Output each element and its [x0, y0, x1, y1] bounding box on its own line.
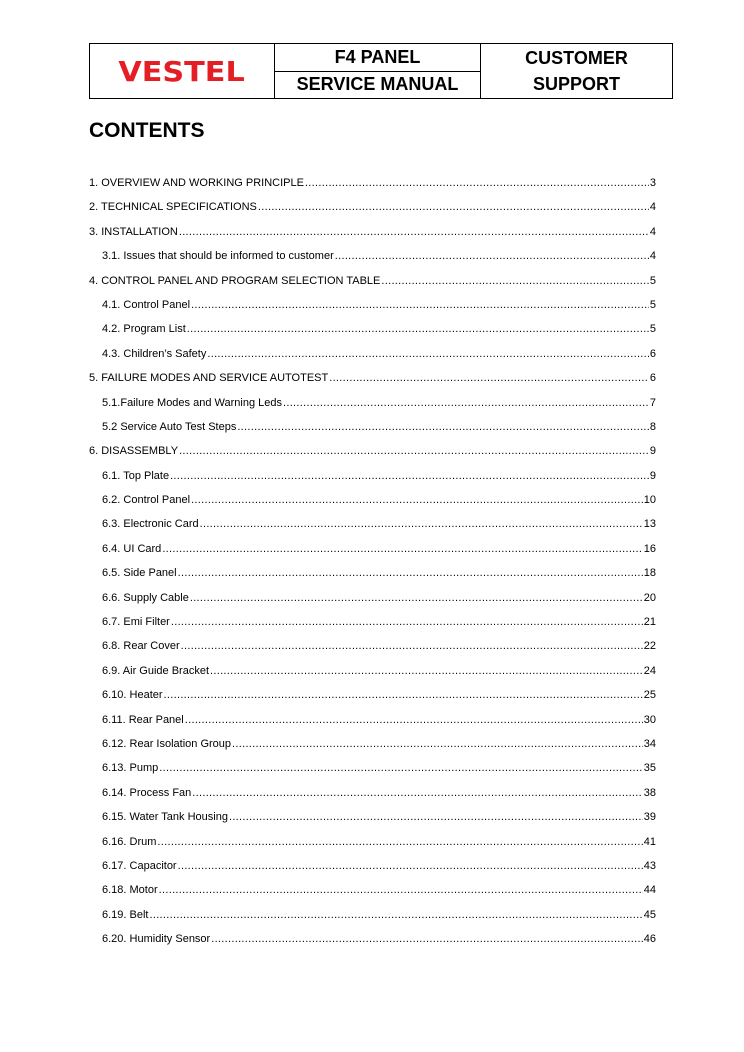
manual-title-cell — [275, 44, 481, 98]
toc-entry[interactable] — [89, 689, 656, 713]
page-title: CONTENTS — [89, 119, 205, 142]
toc-entry-page: 6 — [649, 372, 656, 385]
toc-leader-dots — [207, 348, 649, 360]
toc-entry[interactable] — [89, 787, 656, 811]
toc-entry-label: 6.17. Capacitor — [102, 859, 177, 872]
department-line-2: SUPPORT — [532, 74, 620, 94]
toc-entry-label: 3. INSTALLATION — [89, 225, 178, 238]
toc-entry-page: 25 — [643, 689, 656, 702]
toc-entry-page: 44 — [643, 884, 656, 897]
toc-entry-label: 6.12. Rear Isolation Group — [102, 737, 232, 750]
toc-entry[interactable] — [89, 323, 656, 347]
toc-entry[interactable] — [89, 616, 656, 640]
toc-leader-dots — [157, 836, 642, 848]
toc-leader-dots — [237, 421, 649, 433]
toc-entry-label: 6.20. Humidity Sensor — [102, 933, 211, 946]
toc-entry-page: 8 — [649, 420, 656, 433]
toc-leader-dots — [210, 665, 643, 677]
toc-entry-page: 18 — [643, 567, 656, 580]
toc-entry-page: 43 — [643, 859, 656, 872]
toc-entry-label: 4.3. Children’s Safety — [102, 347, 207, 360]
toc-entry-label: 6.9. Air Guide Bracket — [102, 664, 209, 677]
toc-entry-label: 6.1. Top Plate — [102, 469, 170, 482]
toc-leader-dots — [164, 689, 643, 701]
toc-entry-label: 1. OVERVIEW AND WORKING PRINCIPLE — [89, 177, 304, 189]
toc-entry-page: 30 — [643, 713, 656, 726]
toc-entry-page: 41 — [643, 835, 656, 848]
toc-entry-page: 45 — [643, 908, 656, 921]
toc-leader-dots — [179, 226, 649, 238]
toc-leader-dots — [159, 762, 642, 774]
logo-cell — [90, 44, 275, 98]
toc-entry[interactable] — [89, 299, 656, 323]
toc-leader-dots — [229, 811, 643, 823]
toc-entry-page: 4 — [649, 225, 656, 238]
toc-entry[interactable] — [89, 201, 656, 225]
toc-leader-dots — [381, 275, 649, 287]
toc-entry-label: 5.2 Service Auto Test Steps — [102, 420, 237, 433]
toc-leader-dots — [232, 738, 643, 750]
toc-entry[interactable] — [89, 177, 656, 201]
toc-leader-dots — [191, 494, 643, 506]
toc-entry-page: 13 — [643, 518, 656, 531]
toc-entry-label: 2. TECHNICAL SPECIFICATIONS — [89, 201, 257, 214]
toc-entry-label: 6. DISASSEMBLY — [89, 445, 179, 458]
toc-entry[interactable] — [89, 592, 656, 616]
toc-entry-label: 6.2. Control Panel — [102, 494, 191, 507]
toc-entry-page: 4 — [649, 250, 656, 263]
toc-entry-page: 16 — [643, 542, 656, 555]
vestel-logo: VESTEL — [118, 54, 246, 88]
toc-entry-page: 20 — [643, 591, 656, 604]
toc-entry-label: 6.6. Supply Cable — [102, 591, 189, 604]
toc-entry[interactable] — [89, 494, 656, 518]
toc-entry-label: 6.5. Side Panel — [102, 567, 177, 580]
toc-entry-page: 5 — [649, 274, 656, 287]
toc-leader-dots — [258, 201, 649, 213]
toc-leader-dots — [181, 640, 643, 652]
toc-entry[interactable] — [89, 470, 656, 494]
toc-leader-dots — [187, 323, 649, 335]
toc-entry-label: 6.16. Drum — [102, 835, 157, 848]
toc-entry[interactable] — [89, 275, 656, 299]
toc-entry-page: 5 — [649, 323, 656, 336]
toc-leader-dots — [171, 616, 643, 628]
toc-entry-label: 4.1. Control Panel — [102, 298, 191, 311]
toc-entry[interactable] — [89, 397, 656, 421]
toc-entry[interactable] — [89, 714, 656, 738]
toc-entry-label: 5.1.Failure Modes and Warning Leds — [102, 396, 282, 409]
toc-entry[interactable] — [89, 933, 656, 957]
toc-entry-page: 22 — [643, 640, 656, 653]
toc-entry-page: 24 — [643, 664, 656, 677]
toc-entry-label: 5. FAILURE MODES AND SERVICE AUTOTEST — [89, 372, 329, 385]
toc-entry-label: 3.1. Issues that should be informed to customer — [102, 250, 334, 263]
toc-entry[interactable] — [89, 226, 656, 250]
toc-leader-dots — [200, 518, 643, 530]
table-of-contents — [89, 177, 656, 958]
toc-entry[interactable] — [89, 518, 656, 542]
toc-entry-page: 21 — [643, 616, 656, 629]
toc-entry-label: 6.3. Electronic Card — [102, 518, 199, 531]
toc-entry-page: 6 — [649, 347, 656, 360]
toc-entry-page: 4 — [649, 201, 656, 214]
toc-entry[interactable] — [89, 860, 656, 884]
toc-entry-label: 6.7. Emi Filter — [102, 616, 170, 629]
panel-name: F4 PANEL — [275, 44, 480, 72]
toc-leader-dots — [329, 372, 649, 384]
toc-entry[interactable] — [89, 567, 656, 591]
toc-leader-dots — [211, 933, 643, 945]
toc-entry-label: 6.14. Process Fan — [102, 786, 192, 799]
toc-entry-page: 7 — [649, 396, 656, 409]
toc-entry[interactable] — [89, 372, 656, 396]
toc-entry-label: 6.11. Rear Panel — [102, 713, 184, 726]
toc-entry-label: 4. CONTROL PANEL AND PROGRAM SELECTION TABLE — [89, 274, 381, 287]
toc-entry-label: 6.10. Heater — [102, 689, 163, 702]
toc-entry[interactable] — [89, 909, 656, 933]
toc-entry[interactable] — [89, 445, 656, 469]
toc-entry[interactable] — [89, 665, 656, 689]
toc-entry-page: 38 — [643, 786, 656, 799]
toc-entry[interactable] — [89, 738, 656, 762]
toc-entry[interactable] — [89, 811, 656, 835]
toc-entry-page: 34 — [643, 737, 656, 750]
toc-leader-dots — [162, 543, 642, 555]
toc-entry-label: 6.19. Belt — [102, 908, 149, 921]
toc-leader-dots — [190, 592, 643, 604]
toc-entry-label: 6.8. Rear Cover — [102, 640, 180, 653]
toc-entry-page: 46 — [643, 933, 656, 946]
toc-leader-dots — [335, 250, 649, 262]
department-cell — [481, 44, 672, 98]
toc-entry[interactable] — [89, 543, 656, 567]
document-header — [89, 43, 673, 99]
toc-leader-dots — [178, 860, 643, 872]
toc-leader-dots — [305, 177, 649, 189]
manual-type: SERVICE MANUAL — [296, 74, 459, 95]
toc-leader-dots — [179, 445, 649, 457]
toc-leader-dots — [178, 567, 643, 579]
toc-leader-dots — [149, 909, 642, 921]
toc-entry-page: 5 — [649, 298, 656, 311]
toc-entry-label: 6.13. Pump — [102, 762, 159, 775]
toc-leader-dots — [170, 470, 649, 482]
toc-leader-dots — [283, 397, 649, 409]
toc-entry-page: 10 — [643, 494, 656, 507]
toc-entry-label: 6.15. Water Tank Housing — [102, 811, 228, 824]
toc-entry[interactable] — [89, 421, 656, 445]
toc-entry[interactable] — [89, 836, 656, 860]
toc-entry-page: 3 — [649, 177, 656, 189]
toc-entry-page: 39 — [643, 811, 656, 824]
toc-entry[interactable] — [89, 884, 656, 908]
toc-entry[interactable] — [89, 762, 656, 786]
toc-entry[interactable] — [89, 250, 656, 274]
toc-leader-dots — [185, 714, 643, 726]
toc-entry-page: 35 — [643, 762, 656, 775]
department-line-1: CUSTOMER — [525, 48, 628, 68]
toc-entry-label: 6.4. UI Card — [102, 542, 162, 555]
toc-leader-dots — [191, 299, 649, 311]
toc-entry[interactable] — [89, 348, 656, 372]
toc-leader-dots — [159, 884, 643, 896]
toc-entry-page: 9 — [649, 469, 656, 482]
toc-entry-page: 9 — [649, 445, 656, 458]
toc-entry[interactable] — [89, 640, 656, 664]
toc-leader-dots — [192, 787, 642, 799]
toc-entry-label: 4.2. Program List — [102, 323, 186, 336]
toc-entry-label: 6.18. Motor — [102, 884, 158, 897]
